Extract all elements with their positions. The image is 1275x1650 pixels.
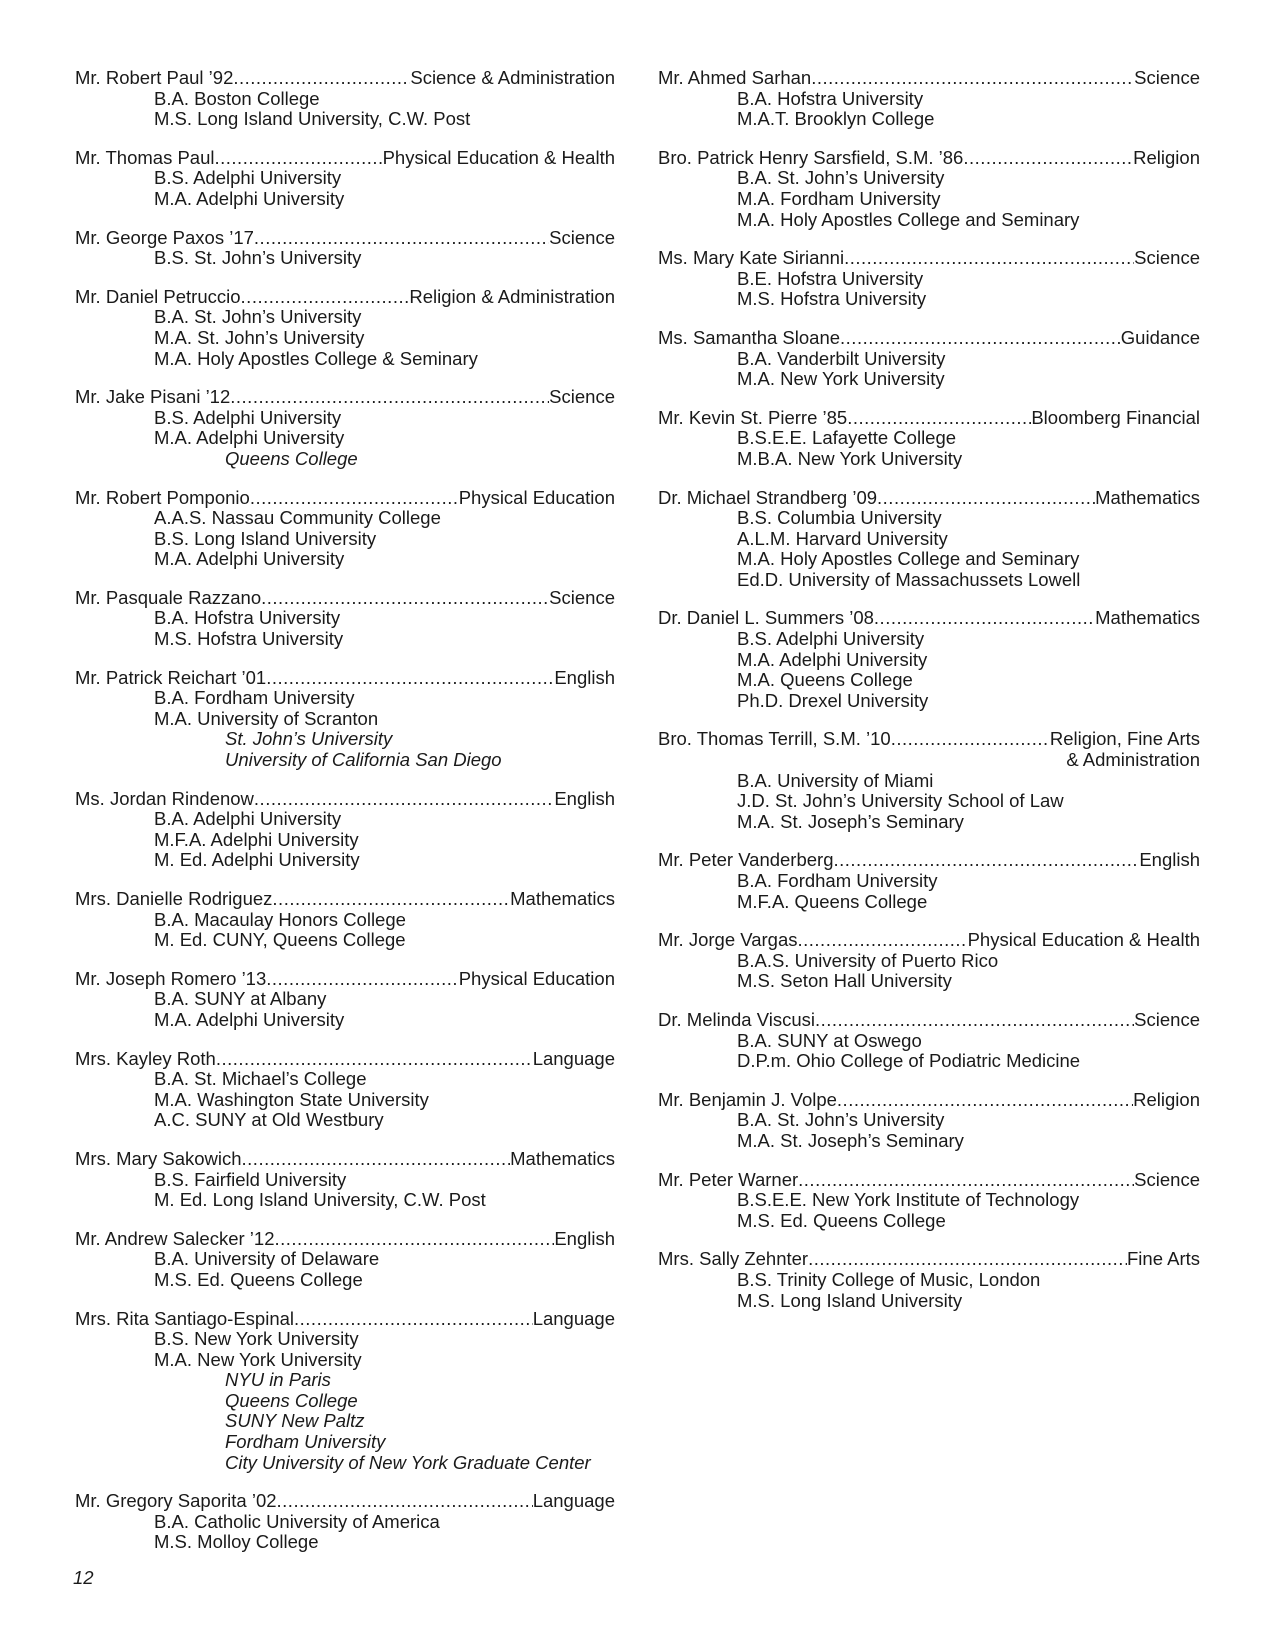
department: Religion (1133, 1088, 1200, 1110)
dot-leader (215, 148, 383, 169)
degree-line: M.S. Seton Hall University (737, 970, 952, 992)
entry-heading (658, 1249, 1200, 1270)
faculty-column-left (75, 68, 615, 1571)
study-institution: St. John’s University (225, 728, 393, 750)
degree-line: M.A. Holy Apostles College and Seminary (737, 548, 1080, 570)
faculty-entry (75, 588, 615, 650)
dot-leader (277, 1491, 533, 1512)
study-institution: SUNY New Paltz (225, 1410, 365, 1432)
faculty-entry (658, 729, 1200, 832)
faculty-entry (75, 228, 615, 269)
dot-leader (274, 1229, 554, 1250)
faculty-entry (75, 287, 615, 369)
department: Science (1134, 67, 1200, 88)
faculty-name: Mrs. Sally Zehnter (658, 1248, 809, 1270)
faculty-name: Dr. Daniel L. Summers ’08 (658, 607, 874, 629)
degree-line: B.A. SUNY at Albany (154, 988, 327, 1010)
department: Mathematics (510, 1147, 615, 1169)
dot-leader (808, 1249, 1127, 1270)
degree-line: M.S. Long Island University, C.W. Post (154, 108, 471, 130)
faculty-name: Mr. Benjamin J. Volpe (658, 1088, 837, 1110)
degree-line: B.A. Catholic University of America (154, 1510, 440, 1532)
department: Bloomberg Financial (1031, 406, 1200, 428)
department: Guidance (1120, 326, 1200, 348)
faculty-name: Mr. Gregory Saporita ’02 (75, 1490, 277, 1512)
degree-line: M.A. Washington State University (154, 1088, 429, 1110)
dot-leader (266, 668, 554, 689)
degree-line: M.A. St. Joseph’s Seminary (737, 1129, 964, 1151)
department: Language (532, 1490, 615, 1512)
dot-leader (874, 608, 1095, 629)
entry-heading (658, 729, 1200, 750)
degree-line: M.A. St. John’s University (154, 326, 365, 348)
department: Fine Arts (1127, 1248, 1200, 1270)
entry-heading (658, 328, 1200, 349)
department: Science (1134, 1008, 1200, 1030)
faculty-entry (658, 850, 1200, 912)
entry-heading (658, 1010, 1200, 1031)
study-institution: City University of New York Graduate Center (225, 1451, 591, 1473)
study-institution: NYU in Paris (225, 1369, 331, 1391)
degree-line: M.A. Adelphi University (154, 427, 345, 449)
entry-heading (75, 1049, 615, 1070)
entry-heading (658, 1170, 1200, 1191)
department: Mathematics (1095, 486, 1200, 508)
faculty-name: Dr. Michael Strandberg ’09 (658, 486, 878, 508)
degree-line: M.F.A. Queens College (737, 890, 928, 912)
degree-line: M.F.A. Adelphi University (154, 828, 359, 850)
degree-line: M.A. New York University (737, 368, 945, 390)
department: English (554, 787, 615, 809)
faculty-entry (75, 668, 615, 771)
degree-line: M.A. Holy Apostles College and Seminary (737, 208, 1080, 230)
degree-line: Ed.D. University of Massachussets Lowell (737, 568, 1081, 590)
faculty-entry (658, 1249, 1200, 1311)
faculty-name: Mr. Robert Pomponio (75, 486, 250, 508)
page-number: 12 (73, 1567, 94, 1588)
department: Religion, Fine Arts (1049, 728, 1200, 750)
entry-heading (658, 488, 1200, 509)
degree-line: B.A. SUNY at Oswego (737, 1029, 922, 1051)
degree-line: B.A. Adelphi University (154, 808, 342, 830)
department: Science (549, 386, 615, 408)
degree-line: M. Ed. Adelphi University (154, 849, 360, 871)
degree-line: M.S. Ed. Queens College (154, 1268, 363, 1290)
dot-leader (877, 488, 1095, 509)
faculty-entry (658, 930, 1200, 992)
department: Religion & Administration (409, 285, 615, 307)
department: Physical Education (458, 967, 615, 989)
degree-line: A.L.M. Harvard University (737, 527, 948, 549)
dot-leader (891, 729, 1050, 750)
dot-leader (840, 328, 1121, 349)
degree-line: M.B.A. New York University (737, 447, 963, 469)
dot-leader (834, 850, 1140, 871)
department: Science (1134, 1168, 1200, 1190)
faculty-entry (75, 969, 615, 1031)
degree-line: M.S. Ed. Queens College (737, 1209, 946, 1231)
faculty-name: Mrs. Mary Sakowich (75, 1147, 242, 1169)
degree-line: A.C. SUNY at Old Westbury (154, 1109, 384, 1131)
degree-line: B.E. Hofstra University (737, 267, 924, 289)
department: English (554, 666, 615, 688)
department: Science (549, 226, 615, 248)
faculty-entry (75, 1491, 615, 1553)
faculty-entry (75, 1309, 615, 1474)
degree-line: B.S. Adelphi University (737, 628, 925, 650)
degree-line: M.A.T. Brooklyn College (737, 108, 935, 130)
degree-line: B.S. Columbia University (737, 507, 942, 529)
faculty-entry (658, 608, 1200, 711)
degree-line: M. Ed. Long Island University, C.W. Post (154, 1189, 486, 1211)
dot-leader (815, 1010, 1134, 1031)
entry-heading (75, 1229, 615, 1250)
faculty-entry (75, 68, 615, 130)
degree-line: B.S. Adelphi University (154, 406, 342, 428)
degree-line: B.S. Long Island University (154, 527, 377, 549)
faculty-entry (75, 488, 615, 570)
faculty-entry (658, 1010, 1200, 1072)
department: Religion (1133, 146, 1200, 168)
faculty-entry (658, 1170, 1200, 1232)
dot-leader (266, 969, 458, 990)
degree-line: D.P.m. Ohio College of Podiatric Medicine (737, 1050, 1081, 1072)
degree-line: B.S. Adelphi University (154, 167, 342, 189)
degree-line: M.S. Hofstra University (737, 288, 927, 310)
faculty-name: Dr. Melinda Viscusi (658, 1008, 815, 1030)
degree-line: M.A. St. Joseph’s Seminary (737, 810, 964, 832)
department: Science (549, 586, 615, 608)
degree-line: M. Ed. CUNY, Queens College (154, 929, 406, 951)
department: Mathematics (510, 888, 615, 909)
degree-line: Ph.D. Drexel University (737, 689, 929, 711)
department: Physical Education & Health (967, 929, 1200, 951)
faculty-name: Mr. Ahmed Sarhan (658, 67, 812, 88)
degree-line: M.A. Fordham University (737, 187, 941, 209)
degree-line: B.A. St. John’s University (737, 167, 945, 189)
entry-heading (75, 228, 615, 249)
faculty-entry (658, 488, 1200, 591)
faculty-entry (658, 328, 1200, 390)
degree-line: M.A. Adelphi University (154, 548, 345, 570)
entry-heading (75, 1309, 615, 1330)
degree-line: M.A. Holy Apostles College & Seminary (154, 347, 478, 369)
faculty-name: Mr. Patrick Reichart ’01 (75, 666, 267, 688)
degree-line: B.A. Vanderbilt University (737, 347, 946, 369)
faculty-name: Mr. Jake Pisani ’12 (75, 386, 231, 408)
faculty-entry (658, 68, 1200, 130)
dot-leader (254, 789, 554, 810)
entry-heading (75, 588, 615, 609)
faculty-name: Mrs. Rita Santiago-Espinal (75, 1307, 295, 1329)
degree-line: B.A. Macaulay Honors College (154, 908, 406, 930)
department: Science (1134, 247, 1200, 269)
entry-heading (75, 148, 615, 169)
department: Language (532, 1307, 615, 1329)
entry-heading (658, 608, 1200, 629)
faculty-entry (75, 387, 615, 469)
entry-heading (658, 68, 1200, 89)
degree-line: B.A. St. John’s University (737, 1109, 945, 1131)
dot-leader (798, 1170, 1134, 1191)
entry-heading (75, 969, 615, 990)
degree-line: M.A. Queens College (737, 669, 913, 691)
department: Physical Education & Health (382, 146, 615, 168)
degree-line: M.S. Long Island University (737, 1289, 963, 1311)
study-institution: Queens College (225, 447, 358, 469)
faculty-name: Mr. Joseph Romero ’13 (75, 967, 267, 989)
entry-heading (658, 930, 1200, 951)
dot-leader (844, 248, 1134, 269)
entry-heading (75, 889, 615, 910)
dot-leader (230, 387, 549, 408)
faculty-name: Mr. Thomas Paul (75, 146, 215, 168)
degree-line: B.A. Boston College (154, 87, 320, 109)
entry-heading (75, 287, 615, 308)
faculty-entry (75, 789, 615, 871)
degree-line: B.S. Fairfield University (154, 1168, 347, 1190)
dot-leader (294, 1309, 533, 1330)
degree-line: B.S.E.E. New York Institute of Technology (737, 1189, 1080, 1211)
degree-line: M.A. New York University (154, 1348, 362, 1370)
degree-line: B.A. Fordham University (154, 687, 355, 709)
entry-heading (658, 148, 1200, 169)
degree-line: M.A. University of Scranton (154, 707, 379, 729)
degree-line: M.S. Molloy College (154, 1531, 319, 1553)
degree-line: M.A. Adelphi University (737, 648, 928, 670)
faculty-name: Mr. Peter Warner (658, 1168, 799, 1190)
dot-leader (254, 228, 549, 249)
degree-line: M.A. Adelphi University (154, 1008, 345, 1030)
faculty-name: Bro. Patrick Henry Sarsfield, S.M. ’86 (658, 146, 964, 168)
entry-heading (75, 789, 615, 810)
faculty-column-right (658, 68, 1200, 1329)
faculty-entry (658, 408, 1200, 470)
dot-leader (216, 1049, 533, 1070)
dot-leader (242, 1149, 511, 1170)
faculty-name: Mrs. Danielle Rodriguez (75, 888, 273, 909)
entry-heading (75, 488, 615, 509)
faculty-entry (658, 1090, 1200, 1152)
department: Physical Education (458, 486, 615, 508)
department-continued: & Administration (1066, 749, 1200, 771)
department: Mathematics (1095, 607, 1200, 629)
faculty-name: Bro. Thomas Terrill, S.M. ’10 (658, 728, 891, 750)
entry-heading (75, 1491, 615, 1512)
department: Science & Administration (410, 67, 615, 88)
faculty-entry (75, 1049, 615, 1131)
dot-leader (798, 930, 968, 951)
degree-line: B.S.E.E. Lafayette College (737, 427, 957, 449)
study-institution: Queens College (225, 1389, 358, 1411)
faculty-name: Ms. Jordan Rindenow (75, 787, 254, 809)
study-institution: Fordham University (225, 1431, 386, 1453)
degree-line: B.A. Hofstra University (154, 607, 341, 629)
entry-heading (75, 1149, 615, 1170)
department: English (1139, 849, 1200, 871)
department: Language (532, 1047, 615, 1069)
dot-leader (241, 287, 410, 308)
faculty-name: Mr. Peter Vanderberg (658, 849, 834, 871)
degree-line: M.S. Hofstra University (154, 628, 344, 650)
faculty-name: Mr. Robert Paul ’92 (75, 67, 234, 88)
degree-line: B.S. St. John’s University (154, 247, 362, 269)
faculty-name: Mr. Jorge Vargas (658, 929, 798, 951)
entry-heading (658, 248, 1200, 269)
faculty-entry (75, 889, 615, 951)
dot-leader (250, 488, 459, 509)
faculty-name: Mr. Pasquale Razzano (75, 586, 262, 608)
degree-line: B.A. University of Miami (737, 769, 934, 791)
faculty-name: Mr. Andrew Salecker ’12 (75, 1227, 275, 1249)
degree-line: B.A.S. University of Puerto Rico (737, 949, 999, 971)
degree-line: B.A. University of Delaware (154, 1248, 380, 1270)
faculty-name: Mr. Kevin St. Pierre ’85 (658, 406, 848, 428)
faculty-name: Ms. Samantha Sloane (658, 326, 841, 348)
dot-leader (272, 889, 510, 910)
entry-heading (658, 1090, 1200, 1111)
degree-line: B.S. New York University (154, 1328, 359, 1350)
department: English (554, 1227, 615, 1249)
faculty-name: Mrs. Kayley Roth (75, 1047, 216, 1069)
degree-line: B.S. Trinity College of Music, London (737, 1268, 1041, 1290)
dot-leader (963, 148, 1133, 169)
degree-line: B.A. Hofstra University (737, 87, 924, 109)
entry-heading (658, 408, 1200, 429)
faculty-entry (658, 248, 1200, 310)
dot-leader (811, 68, 1134, 89)
dot-leader (261, 588, 549, 609)
entry-heading (658, 850, 1200, 871)
dot-leader (837, 1090, 1133, 1111)
dot-leader (233, 68, 410, 89)
entry-heading (75, 68, 615, 89)
faculty-entry (75, 1229, 615, 1291)
degree-line: A.A.S. Nassau Community College (154, 507, 441, 529)
degree-line: M.A. Adelphi University (154, 187, 345, 209)
entry-heading (75, 668, 615, 689)
degree-line: J.D. St. John’s University School of Law (737, 790, 1064, 812)
faculty-entry (75, 148, 615, 210)
degree-line: B.A. St. John’s University (154, 306, 362, 328)
faculty-entry (75, 1149, 615, 1211)
entry-heading (75, 387, 615, 408)
faculty-name: Mr. Daniel Petruccio (75, 285, 241, 307)
dot-leader (847, 408, 1031, 429)
degree-line: B.A. Fordham University (737, 870, 938, 891)
faculty-entry (658, 148, 1200, 230)
study-institution: University of California San Diego (225, 749, 502, 771)
faculty-name: Mr. George Paxos ’17 (75, 226, 254, 248)
degree-line: B.A. St. Michael’s College (154, 1068, 367, 1090)
faculty-name: Ms. Mary Kate Sirianni (658, 247, 845, 269)
